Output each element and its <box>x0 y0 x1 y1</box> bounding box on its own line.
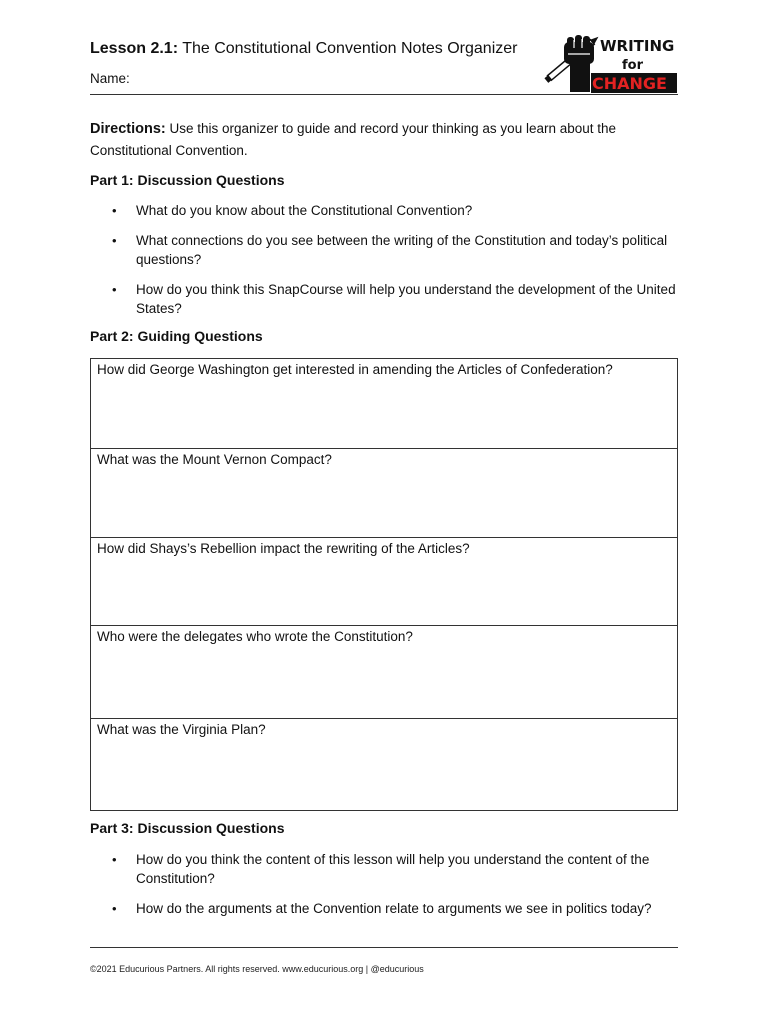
question-text: What was the Mount Vernon Compact? <box>97 452 332 467</box>
question-text: How did Shays’s Rebellion impact the rewriting of the Articles? <box>97 541 470 556</box>
part1-heading: Part 1: Discussion Questions <box>90 172 285 188</box>
part3-heading: Part 3: Discussion Questions <box>90 820 285 836</box>
question-row[interactable] <box>91 359 677 448</box>
question-text: Who were the delegates who wrote the Constitution? <box>97 629 413 644</box>
lesson-label: Lesson 2.1: <box>90 40 179 57</box>
list-item: • What connections do you see between the writing of the Constitution and today’s political questions? <box>112 233 668 267</box>
raised-fist-with-pencil-icon <box>540 24 680 94</box>
footer-divider <box>90 947 678 948</box>
page-title <box>90 39 517 59</box>
writing-for-change-logo <box>540 24 680 94</box>
list-item: • How do you think the content of this lesson will help you understand the content of the Constitution? <box>112 852 650 886</box>
question-text: How did George Washington get interested in amending the Articles of Confederation? <box>97 362 613 377</box>
directions-label: Directions: <box>90 121 166 137</box>
guiding-questions-table <box>90 358 678 811</box>
part3-list <box>90 850 680 929</box>
list-item: • How do the arguments at the Convention relate to arguments we see in politics today? <box>112 901 652 916</box>
logo-line1: WRITING <box>600 37 675 55</box>
part1-list <box>90 201 680 329</box>
logo-line3: CHANGE <box>592 74 667 93</box>
directions-paragraph <box>90 118 670 161</box>
list-item: • How do you think this SnapCourse will help you understand the development of the United States? <box>112 282 676 316</box>
name-field-label: Name: <box>90 71 130 86</box>
question-row[interactable] <box>91 718 677 810</box>
question-row[interactable] <box>91 448 677 537</box>
part2-heading: Part 2: Guiding Questions <box>90 328 263 344</box>
question-text: What was the Virginia Plan? <box>97 722 266 737</box>
lesson-title: The Constitutional Convention Notes Organizer <box>182 40 518 57</box>
footer-copyright: ©2021 Educurious Partners. All rights reserved. www.educurious.org | @educurious <box>90 964 424 974</box>
directions-text: Use this organizer to guide and record your thinking as you learn about the Constitutional Convention. <box>90 121 617 158</box>
question-row[interactable] <box>91 625 677 718</box>
question-row[interactable] <box>91 537 677 625</box>
logo-line2: for <box>622 58 643 73</box>
list-item: • What do you know about the Constitutional Convention? <box>112 203 473 218</box>
